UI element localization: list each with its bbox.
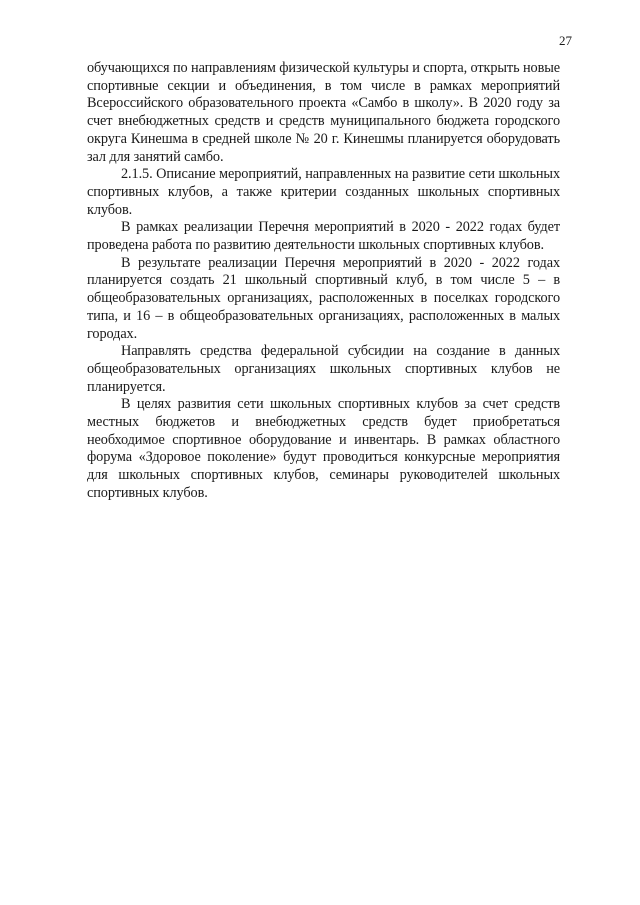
paragraph-federal-subsidy: Направлять средства федеральной субсидии на создание в данных общеобразовательных организациях школьных спортивных клубов не планируется. <box>87 343 560 395</box>
paragraph-section-2-1-5: 2.1.5. Описание мероприятий, направленных на развитие сети школьных спортивных клубов, а также критерии созданных школьных спортивных клубов. <box>87 166 560 218</box>
paragraph-work-plan: В рамках реализации Перечня мероприятий в 2020 - 2022 годах будет проведена работа по развитию деятельности школьных спортивных клубов. <box>87 219 560 254</box>
paragraph-clubs-count: В результате реализации Перечня мероприятий в 2020 - 2022 годах планируется создать 21 школьный спортивный клуб, в том числе 5 – в общеобразовательных организациях, расположенных в поселках городского типа, и 16 – в общеобразовательных организациях, расположенных в малых городах. <box>87 254 560 342</box>
paragraph-continuation: обучающихся по направлениям физической культуры и спорта, открыть новые спортивные секции и объединения, в том числе в рамках мероприятий Всероссийского образовательного проекта «Самбо в школу». В 2020 году за счет внебюджетных средств и средств муниципального бюджета городского округа Кинешма в средней школе № 20 г. Кинешмы планируется оборудовать зал для занятий самбо. <box>87 60 560 165</box>
page-number: 27 <box>559 33 572 48</box>
paragraph-equipment-forum: В целях развития сети школьных спортивных клубов за счет средств местных бюджетов и внебюджетных средств будет приобретаться необходимое спортивное оборудование и инвентарь. В рамках областного форума «Здоровое поколение» будут проводиться конкурсные мероприятия для школьных спортивных клубов, семинары руководителей школьных спортивных клубов. <box>87 396 560 501</box>
document-body <box>87 60 560 503</box>
